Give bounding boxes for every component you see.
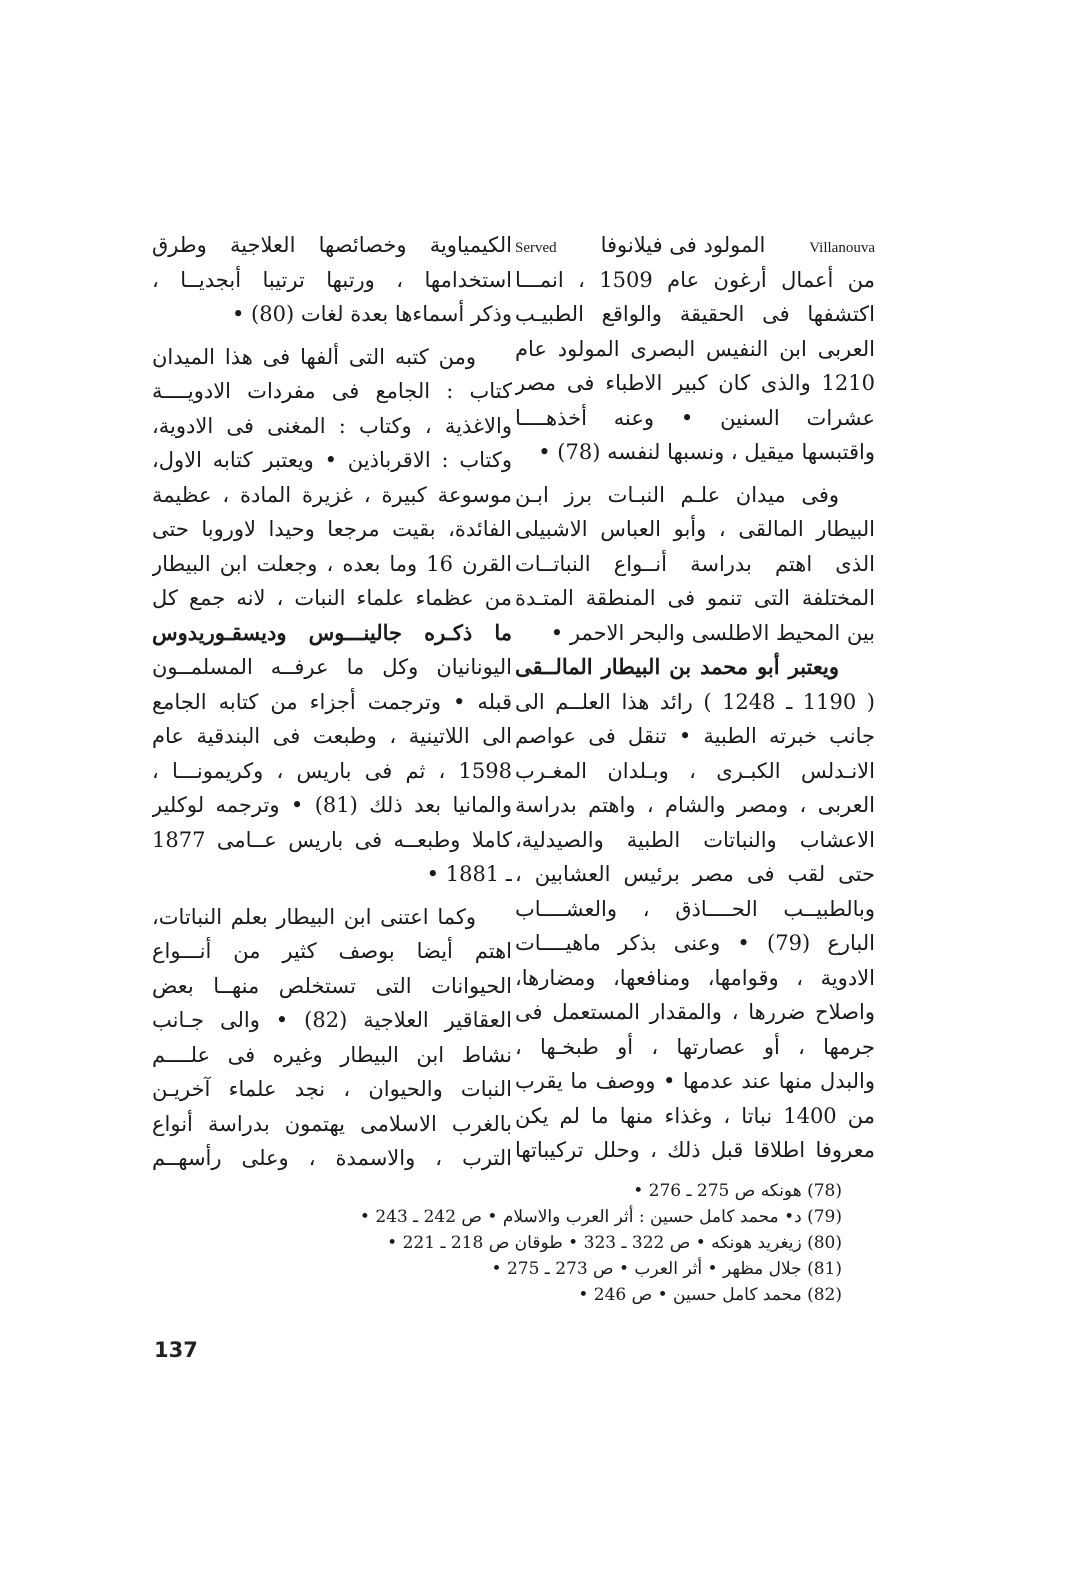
- text-line: والمانيا بعد ذلك (81) • وترجمه لوكلير: [152, 793, 512, 817]
- text-line: وبالطبيــب الحــــاذق ، والعشــــاب: [515, 896, 875, 921]
- text-line: وذكر أسماءها بعدة لغات (80) •: [232, 302, 512, 326]
- text-line: الفائدة، بقيت مرجعا وحيدا لاوروبا حتى: [152, 517, 512, 541]
- text-line: المختلفة التى تنمو فى المنطقة المتـدة: [515, 586, 875, 610]
- arabic-fragment: المولود فى فيلانوفا: [600, 233, 766, 257]
- text-line: 1598 ، ثم فى باريس ، وكريمونـــا ،: [152, 758, 512, 783]
- text-line: حتى لقب فى مصر برئيس العشابين ،: [515, 862, 875, 886]
- text-line: الحيوانات التى تستخلص منهــا بعض: [152, 973, 512, 998]
- footnote-80: (80) زيغريد هونكه • ص 322 ـ 323 • طوقان ص 218 ـ 221 •: [387, 1233, 842, 1253]
- text-line: وكتاب : الاقرباذين • ويعتبر كتابه الاول،: [152, 448, 512, 472]
- text-line: اهتم أيضا بوصف كثير من أنـــواع: [152, 939, 512, 963]
- page-number: 137: [154, 1338, 198, 1362]
- text-line: اكتشفها فى الحقيقة والواقع الطبيـب: [515, 302, 875, 326]
- text-line: نشاط ابن البيطار وغيره فى علــــم: [152, 1042, 512, 1067]
- text-line: ( 1190 ـ 1248 ) رائد هذا العلــم الى: [515, 689, 875, 714]
- text-line: البارع (79) • وعنى بذكر ماهيــــات: [515, 931, 875, 955]
- text-line: الكيمياوية وخصائصها العلاجية وطرق: [152, 233, 512, 257]
- footnotes: [202, 1178, 842, 1308]
- text-line: واصلاح ضررها ، والمقدار المستعمل فى: [515, 1000, 875, 1024]
- text-line: العقاقير العلاجية (82) • والى جـانب: [152, 1008, 512, 1032]
- text-line: بين المحيط الاطلسى والبحر الاحمر •: [550, 620, 875, 645]
- text-line: النبات والحيوان ، نجد علماء آخريـن: [152, 1077, 512, 1101]
- text-line: 1210 والذى كان كبير الاطباء فى مصر: [515, 371, 875, 395]
- text-line: الانـدلس الكبـرى ، وبـلدان المغـرب: [515, 758, 875, 783]
- right-column-top-line: [515, 228, 875, 263]
- text-line: الاعشاب والنباتات الطبية والصيدلية،: [515, 827, 875, 852]
- text-line: الترب ، والاسمدة ، وعلى رأسهــم: [152, 1146, 512, 1170]
- text-line: معروفا اطلاقا قبل ذلك ، وحلل تركيباتها: [515, 1138, 875, 1162]
- footnote-81: (81) جلال مظهر • أثر العرب • ص 273 ـ 275 •: [491, 1259, 842, 1279]
- text-line: العربى ، ومصر والشام ، واهتم بدراسة: [515, 793, 875, 817]
- latin-word-villanouva: Villanouva: [809, 240, 875, 256]
- text-line: الذى اهتم بدراسة أنــواع النباتــات: [515, 551, 875, 576]
- latin-word-served: Served: [515, 240, 557, 256]
- text-line: واقتبسها ميقيل ، ونسبها لنفسه (78) •: [538, 440, 875, 464]
- text-line: والبدل منها عند عدمها • ووصف ما يقرب: [515, 1069, 875, 1093]
- text-line: من أعمال أرغون عام 1509 ، انمـــا: [515, 267, 875, 292]
- left-text-column: [152, 228, 512, 1176]
- text-line: والاغذية ، وكتاب : المغنى فى الادوية،: [152, 413, 512, 438]
- text-line: ما ذكـره جالينـــوس وديسقـوريدوس: [152, 619, 512, 645]
- text-line: اليونانيان وكل ما عرفــه المسلمــون: [152, 655, 512, 679]
- footnote-82: (82) محمد كامل حسين • ص 246 •: [578, 1285, 842, 1305]
- footnote-79: (79) د• محمد كامل حسين : أثر العرب والاسلام • ص 242 ـ 243 •: [359, 1207, 842, 1227]
- text-line: استخدامها ، ورتبها ترتيبا أبجديــا ،: [152, 267, 512, 292]
- footnote-78: (78) هونكه ص 275 ـ 276 •: [633, 1181, 842, 1201]
- text-line: من عظماء علماء النبات ، لانه جمع كل: [152, 586, 512, 610]
- text-line: البيطار المالقى ، وأبو العباس الاشبيلى: [515, 517, 875, 541]
- text-line: ومن كتبه التى ألفها فى هذا الميدان: [152, 344, 476, 369]
- text-line: جرمها ، أو عصارتها ، أو طبخـها ،: [515, 1034, 875, 1059]
- text-line: كاملا وطبعــه فى باريس عــامى 1877: [152, 827, 512, 852]
- text-line: العربى ابن النفيس البصرى المولود عام: [515, 336, 875, 361]
- text-line: بالغرب الاسلامى يهتمون بدراسة أنواع: [152, 1111, 512, 1136]
- text-line: موسوعة كبيرة ، غزيرة المادة ، عظيمة: [152, 482, 512, 507]
- text-line: وكما اعتنى ابن البيطار بعلم النباتات،: [152, 904, 476, 929]
- text-line: عشرات السنين • وعنه أخذهــــا: [515, 405, 875, 430]
- text-line: الى اللاتينية ، وطبعت فى البندقية عام: [152, 724, 512, 748]
- text-line: جانب خبرته الطبية • تنقل فى عواصم: [515, 724, 875, 748]
- text-line: ويعتبر أبو محمد بن البيطار المالــقى: [515, 654, 839, 679]
- right-text-column: [515, 228, 875, 1168]
- text-line: من 1400 نباتا ، وغذاء منها ما لم يكن: [515, 1103, 875, 1128]
- text-line: ـ 1881 •: [426, 862, 512, 886]
- text-line: وفى ميدان علـم النبـات برز ابـن: [515, 482, 839, 507]
- text-line: الادوية ، وقوامها، ومنافعها، ومضارها،: [515, 965, 875, 990]
- text-line: قبله • وترجمت أجزاء من كتابه الجامع: [152, 689, 512, 714]
- text-line: القرن 16 وما بعده ، وجعلت ابن البيطار: [152, 551, 512, 576]
- text-line: كتاب : الجامع فى مفردات الادويــــة: [152, 379, 512, 403]
